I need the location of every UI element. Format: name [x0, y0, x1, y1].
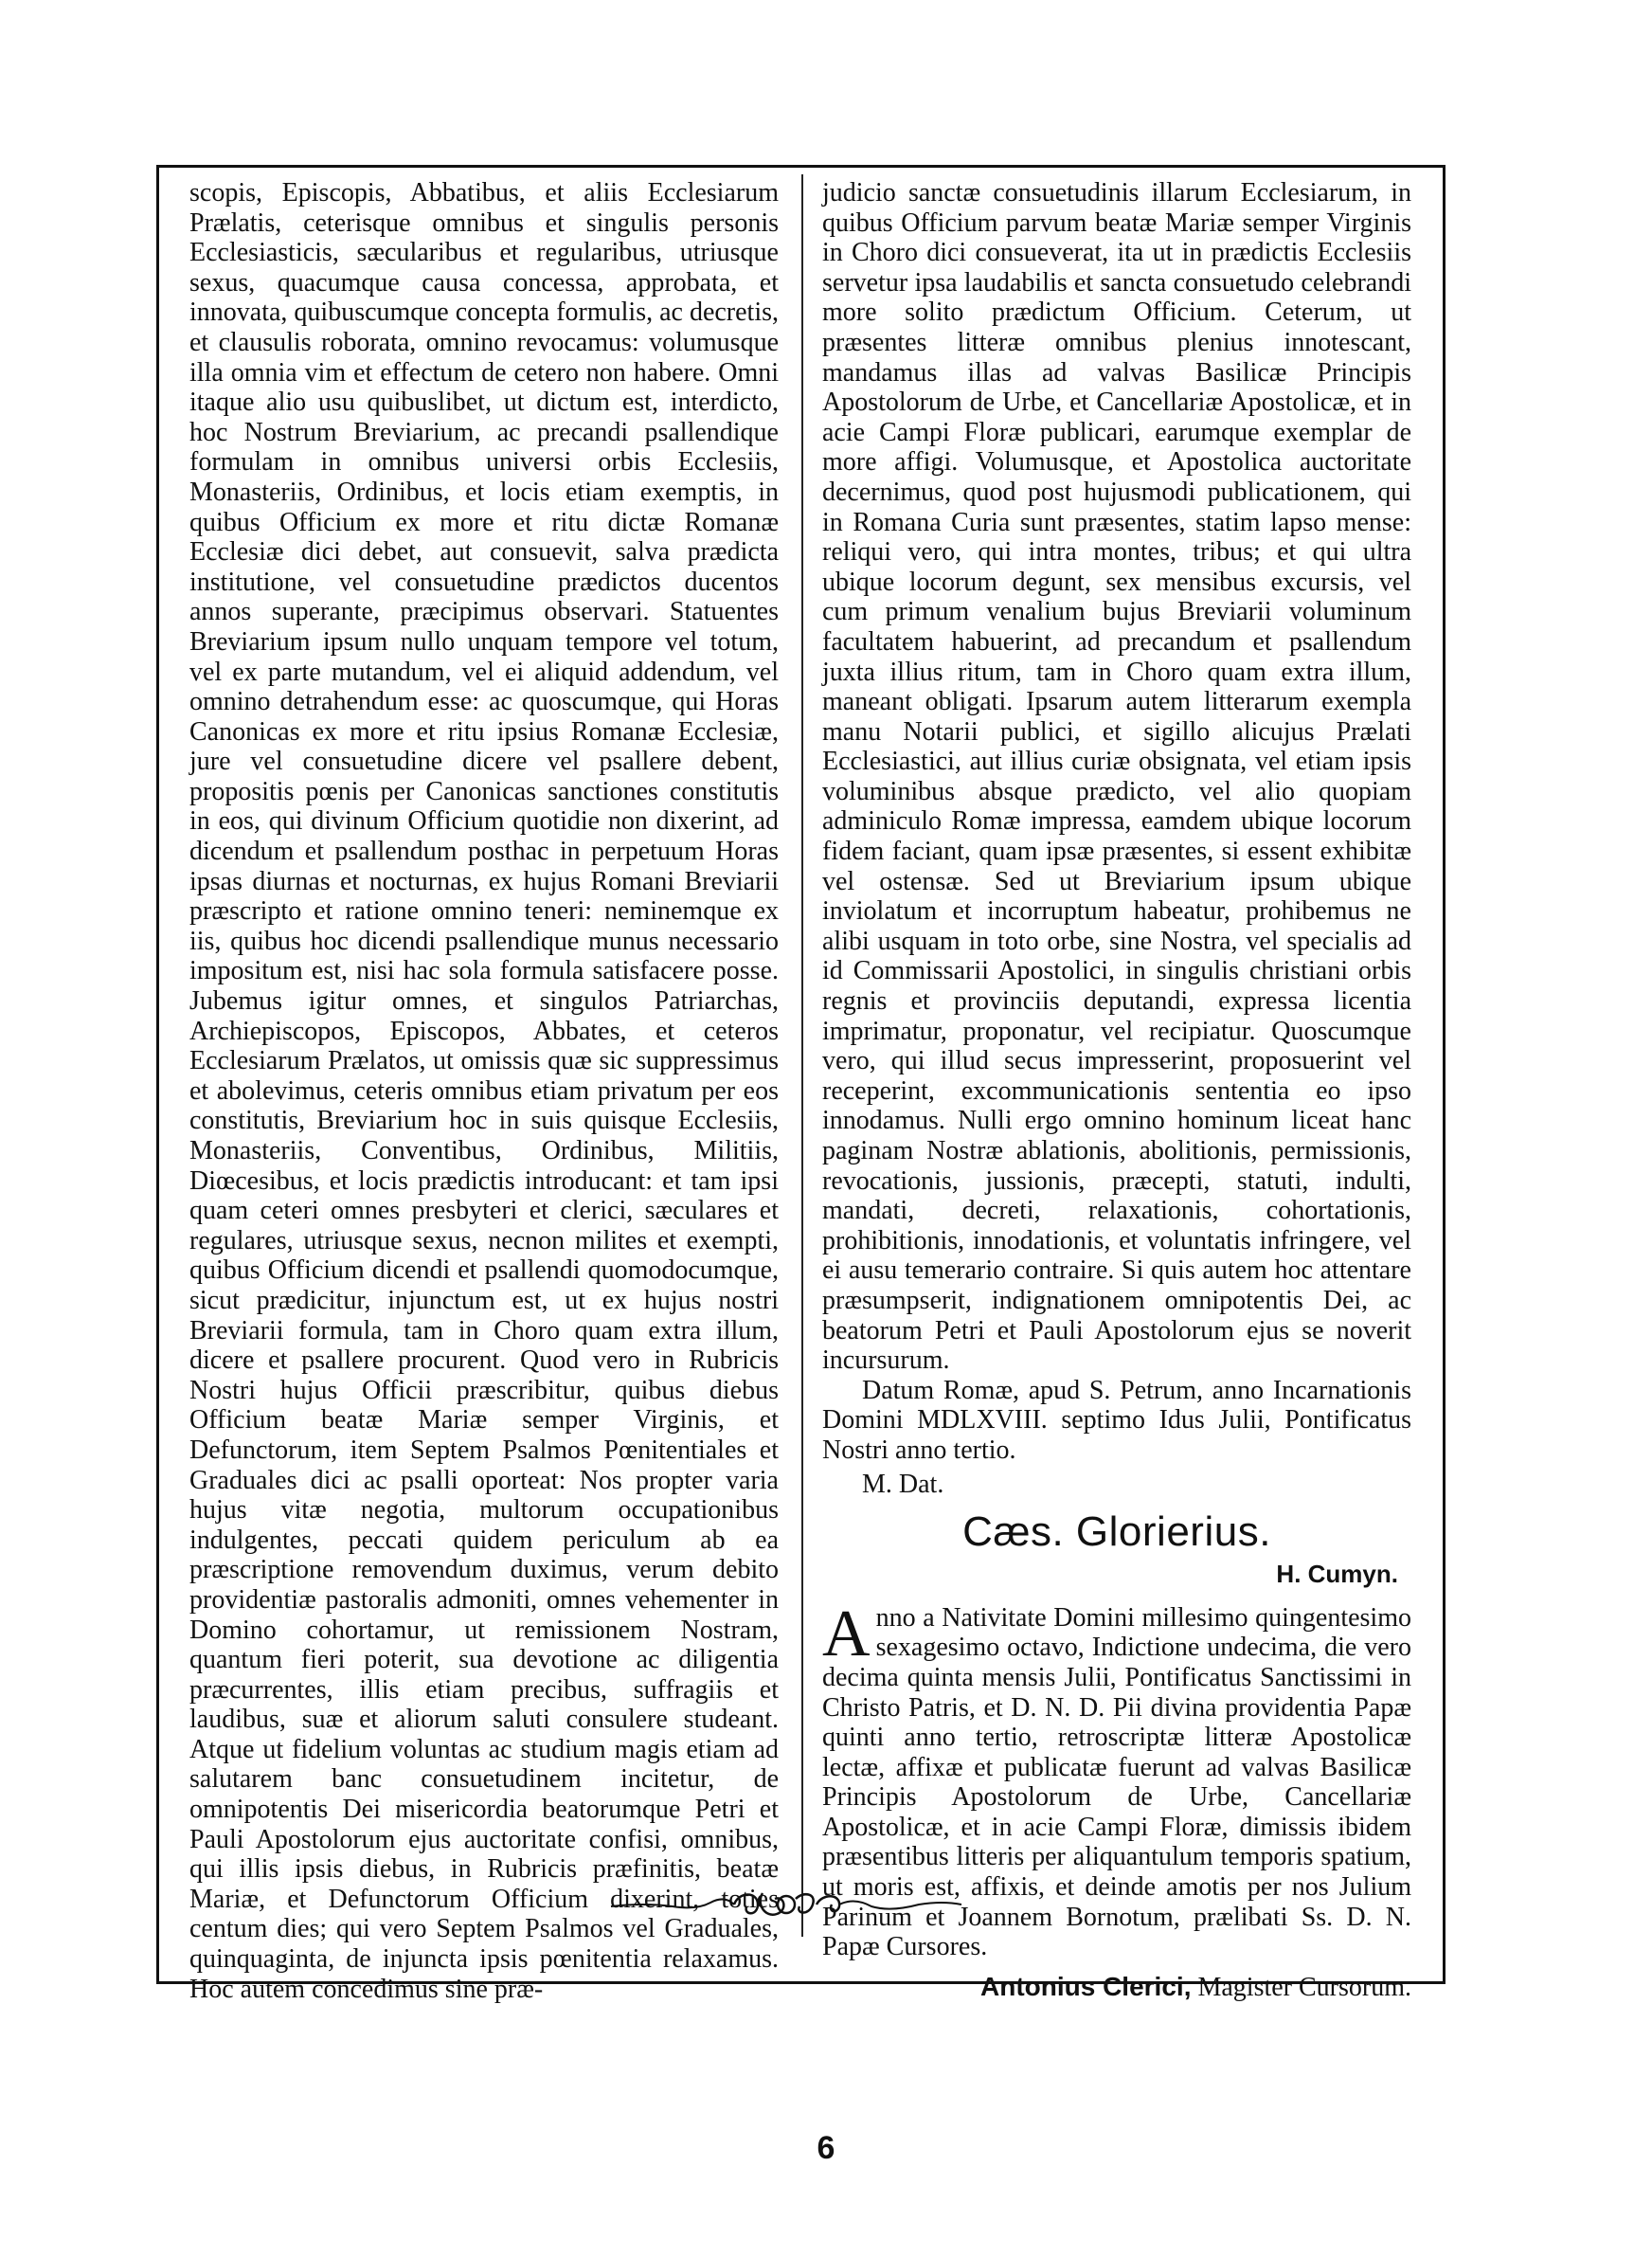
clerici-signature [822, 1972, 1411, 2003]
left-column-text: scopis, Episcopis, Abbatibus, et aliis Ecclesiarum Prælatis, ceterisque omnibus et singulis personis Ecclesiasticis, sæcularibus et regularibus, utriusque sexus, quacumque causa concessa, approbata, et innovata, quibuscumque concepta formulis, ac decretis, et clausulis roborata, omnino revocamus: volumusque illa omnia vim et effectum de cetero non habere. Omni itaque alio usu quibuslibet, ut dictum est, interdicto, hoc Nostrum Breviarium, ac precandi psallendique formulam in omnibus universi orbis Ecclesiis, Monasteriis, Ordinibus, et locis etiam exemptis, in quibus Officium ex more et ritu dictæ Romanæ Ecclesiæ dici debet, aut consuevit, salva prædicta institutione, vel consuetudine prædictos ducentos annos superante, præcipimus observari. Statuentes Breviarium ipsum nullo unquam tempore vel totum, vel ex parte mutandum, vel ei aliquid addendum, vel omnino detrahendum esse: ac quoscumque, qui Horas Canonicas ex more et ritu ipsius Romanæ Ecclesiæ, jure vel consuetudine dicere vel psallere debent, propositis pœnis per Canonicas sanctiones constitutis in eos, qui divinum Officium quotidie non dixerint, ad dicendum et psallendum posthac in perpetuum Horas ipsas diurnas et nocturnas, ex hujus Romani Breviarii præscripto et ratione omnino teneri: neminemque ex iis, quibus hoc dicendi psallendique munus necessario impositum est, nisi hac sola formula satisfacere posse. Jubemus igitur omnes, et singulos Patriarchas, Archiepiscopos, Episcopos, Abbates, et ceteros Ecclesiarum Prælatos, ut omissis quæ sic suppressimus et abolevimus, ceteris omnibus etiam privatum per eos constitutis, Breviarium hoc in suis quisque Ecclesiis, Monasteriis, Conventibus, Ordinibus, Militiis, Diœcesibus, et locis prædictis introducant: et tam ipsi quam ceteri omnes presbyteri et clerici, sæculares et regulares, utriusque sexus, necnon milites et exempti, quibus Officium dicendi et psallendi quomodocumque, sicut prædicitur, injunctum est, ut ex hujus nostri Breviarii formula, tam in Choro quam extra illum, dicere et psallere procurent. Quod vero in Rubricis Nostri hujus Officii præscribitur, quibus diebus Officium beatæ Mariæ semper Virginis, et Defunctorum, item Septem Psalmos Pœnitentiales et Graduales dici ac psalli oporteat: Nos propter varia hujus vitæ negotia, multorum occupationibus indulgentes, peccati quidem periculum ab ea præscriptione removendum duximus, verum debito providentiæ pastoralis admoniti, omnes vehementer in Domino cohortamur, ut remissionem Nostram, quantum fieri poterit, sua devotione ac diligentia præcurrentes, illis etiam precibus, suffragiis et laudibus, suæ et aliorum saluti consulere studeant. Atque ut fidelium voluntas ac studium magis etiam ad salutarem banc consuetudinem incitetur, de omnipotentis Dei misericordia beatorumque Petri et Pauli Apostolorum ejus auctoritate confisi, omnibus, qui illis ipsis diebus, in Rubricis præfinitis, beatæ Mariæ, et Defunctorum Officium dixerint, toties centum dies; qui vero Septem Psalmos vel Graduales, quinquaginta, de injuncta ipsis pœnitentia relaxamus. Hoc autem concedimus sine præ- [189, 178, 780, 2004]
page-number: 6 [817, 2130, 835, 2166]
ornament-flourish-icon [606, 1886, 966, 1923]
signature-cumyn: H. Cumyn. [1276, 1560, 1398, 1589]
clerici-title: Magister Cursorum. [1197, 1972, 1411, 2002]
drop-cap-initial: A [822, 1597, 871, 1670]
clerici-name: Antonius Clerici, [980, 1971, 1192, 2001]
left-column [189, 178, 779, 2004]
column-divider [801, 174, 803, 1937]
signature-glorierius: Cæs. Glorierius. [962, 1508, 1271, 1556]
datum-paragraph: Datum Romæ, apud S. Petrum, anno Incarnationis Domini MDLXVIII. septimo Idus Julii, Pontificatus Nostri anno tertio. [822, 1375, 1411, 1465]
nativitate-text: nno a Nativitate Domini millesimo quingentesimo sexagesimo octavo, Indictione undecima, die vero decima quinta mensis Julii, Pontificatus Sanctissimi in Christo Patris, et D. N. D. Pii divina providentia Papæ quinti anno tertio, retroscriptæ litteræ Apostolicæ lectæ, affixæ et publicatæ fuerunt ad valvas Basilicæ Principis Apostolorum de Urbe, Cancellariæ Apostolicæ, et in acie Campi Floræ, dimissis ibidem præsentibus litteris per aliquantulum temporis spatium, ut moris est, affixis, et deinde amotis per nos Julium Parinum et Joannem Bornotum, prælibati Ss. D. N. Papæ Cursores. [822, 1602, 1411, 1962]
right-column [822, 178, 1411, 2002]
m-dat: M. Dat. [862, 1469, 944, 1499]
right-column-text: judicio sanctæ consuetudinis illarum Ecclesiarum, in quibus Officium parvum beatæ Mariæ semper Virginis in Choro dici consueverat, ita ut in prædictis Ecclesiis servetur ipsa laudabilis et sancta consuetudo celebrandi more solito prædictum Officium. Ceterum, ut præsentes litteræ omnibus plenius innotescant, mandamus illas ad valvas Basilicæ Principis Apostolorum de Urbe, et Cancellariæ Apostolicæ, et in acie Campi Floræ publicari, earumque exemplar de more affigi. Volumusque, et Apostolica auctoritate decernimus, quod post hujusmodi publicationem, qui in Romana Curia sunt præsentes, statim lapso mense: reliqui vero, qui intra montes, tribus; et qui ultra ubique locorum degunt, sex mensibus excursis, vel cum primum venalium bujus Breviarii voluminum facultatem habuerint, ad precandum et psallendum juxta illius ritum, tam in Choro quam extra illum, maneant obligati. Ipsarum autem litterarum exempla manu Notarii publici, et sigillo alicujus Prælati Ecclesiastici, aut illius curiæ obsignata, vel etiam ipsis voluminibus absque prædicto, vel alio quopiam adminiculo Romæ impressa, eamdem ubique locorum fidem faciant, quam ipsæ præsentes, si essent exhibitæ vel ostensæ. Sed ut Breviarium ipsum ubique inviolatum et incorruptum habeatur, prohibemus ne alibi usquam in toto orbe, sine Nostra, vel specialis ad id Commissarii Apostolici, in singulis christiani orbis regnis et provinciis deputandi, expressa licentia imprimatur, proponatur, vel recipiatur. Quoscumque vero, qui illud secus impresserint, proposuerint vel receperint, excommunicationis sententia eo ipso innodamus. Nulli ergo omnino hominum liceat hanc paginam Nostræ ablationis, abolitionis, permissionis, revocationis, jussionis, præcepti, statuti, indulti, mandati, decreti, relaxationis, cohortationis, prohibitionis, innodationis, et voluntatis infringere, vel ei ausu temerario contraire. Si quis autem hoc attentare præsumpserit, indignationem omnipotentis Dei, ac beatorum Petri et Pauli Apostolorum ejus se noverit incursurum. [822, 178, 1411, 1376]
